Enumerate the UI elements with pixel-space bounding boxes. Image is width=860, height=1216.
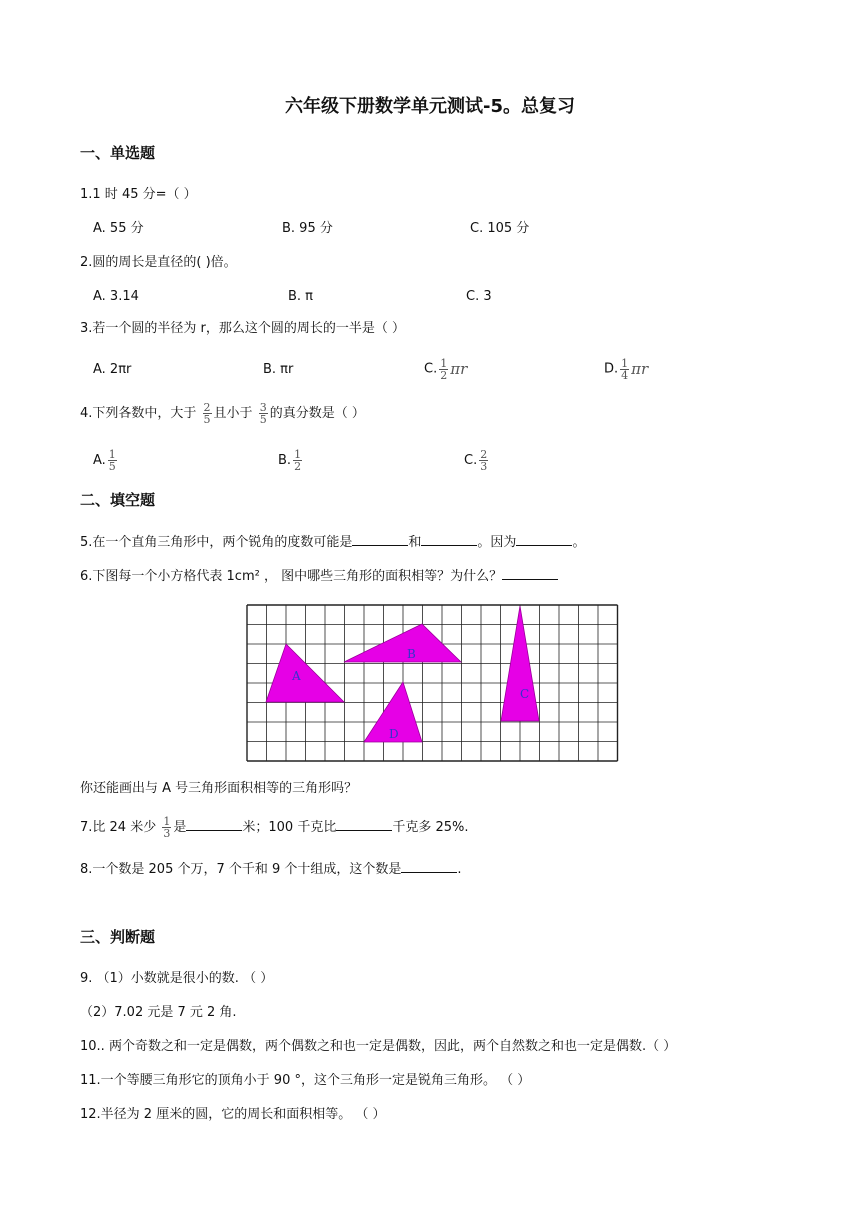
triangle-a xyxy=(266,644,344,702)
question-8: 8.一个数是 205 个万，7 个千和 9 个十组成，这个数是 . xyxy=(80,862,462,877)
question-4-stem: 4.下列各数中，大于 $\frac{2}{5}$ 且小于 $\frac{3}{5}$ 的真分数是（ ） xyxy=(80,401,365,426)
fraction: $\frac{1}{3}$ xyxy=(163,815,171,840)
triangle-d-label: D xyxy=(389,727,399,741)
question-3-option-d: D. $\frac{1}{4}$ πr xyxy=(604,356,649,382)
fraction: $\frac{2}{3}$ xyxy=(480,448,488,473)
answer-blank[interactable] xyxy=(401,860,457,873)
question-3-option-b: B. πr xyxy=(263,362,294,377)
fraction: $\frac{2}{5}$ xyxy=(203,401,211,426)
triangle-c-label: C xyxy=(520,687,530,701)
question-10: 10.. 两个奇数之和一定是偶数，两个偶数之和也一定是偶数，因此，两个自然数之和也一定是偶数.（ ） xyxy=(80,1039,677,1054)
fraction: $\frac{3}{5}$ xyxy=(259,401,267,426)
fraction: $\frac{1}{5}$ xyxy=(108,448,116,473)
answer-blank[interactable] xyxy=(186,818,242,831)
question-9-part-2: （2）7.02 元是 7 元 2 角. xyxy=(80,1005,237,1020)
question-1-option-c: C. 105 分 xyxy=(470,221,530,236)
section-heading-true-false: 三、判断题 xyxy=(80,928,156,946)
fraction: $\frac{1}{4}$ xyxy=(621,356,629,382)
question-2-option-a: A. 3.14 xyxy=(93,289,139,304)
question-4-option-c: C. $\frac{2}{3}$ xyxy=(464,448,488,473)
question-6-follow-up: 你还能画出与 A 号三角形面积相等的三角形吗？ xyxy=(80,781,358,796)
answer-blank[interactable] xyxy=(352,533,408,546)
section-heading-fill-blank: 二、填空题 xyxy=(80,491,156,509)
question-2-stem: 2.圆的周长是直径的( )倍。 xyxy=(80,255,237,270)
question-9-part-1: 9. （1）小数就是很小的数. （ ） xyxy=(80,971,274,986)
question-6-stem: 6.下图每一个小方格代表 1cm² ， 图中哪些三角形的面积相等？为什么？ xyxy=(80,567,558,586)
question-3-stem: 3.若一个圆的半径为 r，那么这个圆的周长的一半是（ ） xyxy=(80,321,406,336)
answer-blank[interactable] xyxy=(502,567,558,580)
triangle-b xyxy=(344,624,461,662)
question-1-option-b: B. 95 分 xyxy=(282,221,333,236)
answer-blank[interactable] xyxy=(421,533,477,546)
section-heading-single-choice: 一、单选题 xyxy=(80,144,156,162)
question-12: 12.半径为 2 厘米的圆，它的周长和面积相等。 （ ） xyxy=(80,1107,386,1122)
triangle-grid-figure xyxy=(246,604,620,764)
fraction: $\frac{1}{2}$ xyxy=(294,448,302,473)
question-2-option-c: C. 3 xyxy=(466,289,492,304)
answer-blank[interactable] xyxy=(516,533,572,546)
question-3-option-a: A. 2πr xyxy=(93,362,132,377)
fraction: $\frac{1}{2}$ xyxy=(440,356,448,382)
question-7: 7.比 24 米少 $\frac{1}{3}$ 是 米；100 千克比 千克多 25%. xyxy=(80,815,469,840)
triangle-a-label: A xyxy=(292,669,301,683)
question-3-option-c: C. $\frac{1}{2}$ πr xyxy=(424,356,468,382)
triangle-b-label: B xyxy=(407,647,416,661)
question-4-option-b: B. $\frac{1}{2}$ xyxy=(278,448,302,473)
page-title: 六年级下册数学单元测试-5。总复习 xyxy=(285,96,575,117)
answer-blank[interactable] xyxy=(336,818,392,831)
question-1-stem: 1.1 时 45 分=（ ） xyxy=(80,187,197,202)
question-4-option-a: A. $\frac{1}{5}$ xyxy=(93,448,116,473)
question-5: 5.在一个直角三角形中，两个锐角的度数可能是 和 。因为 。 xyxy=(80,535,586,550)
question-1-option-a: A. 55 分 xyxy=(93,221,144,236)
question-2-option-b: B. π xyxy=(288,289,314,304)
question-11: 11.一个等腰三角形它的顶角小于 90 °，这个三角形一定是锐角三角形。 （ ） xyxy=(80,1073,531,1088)
